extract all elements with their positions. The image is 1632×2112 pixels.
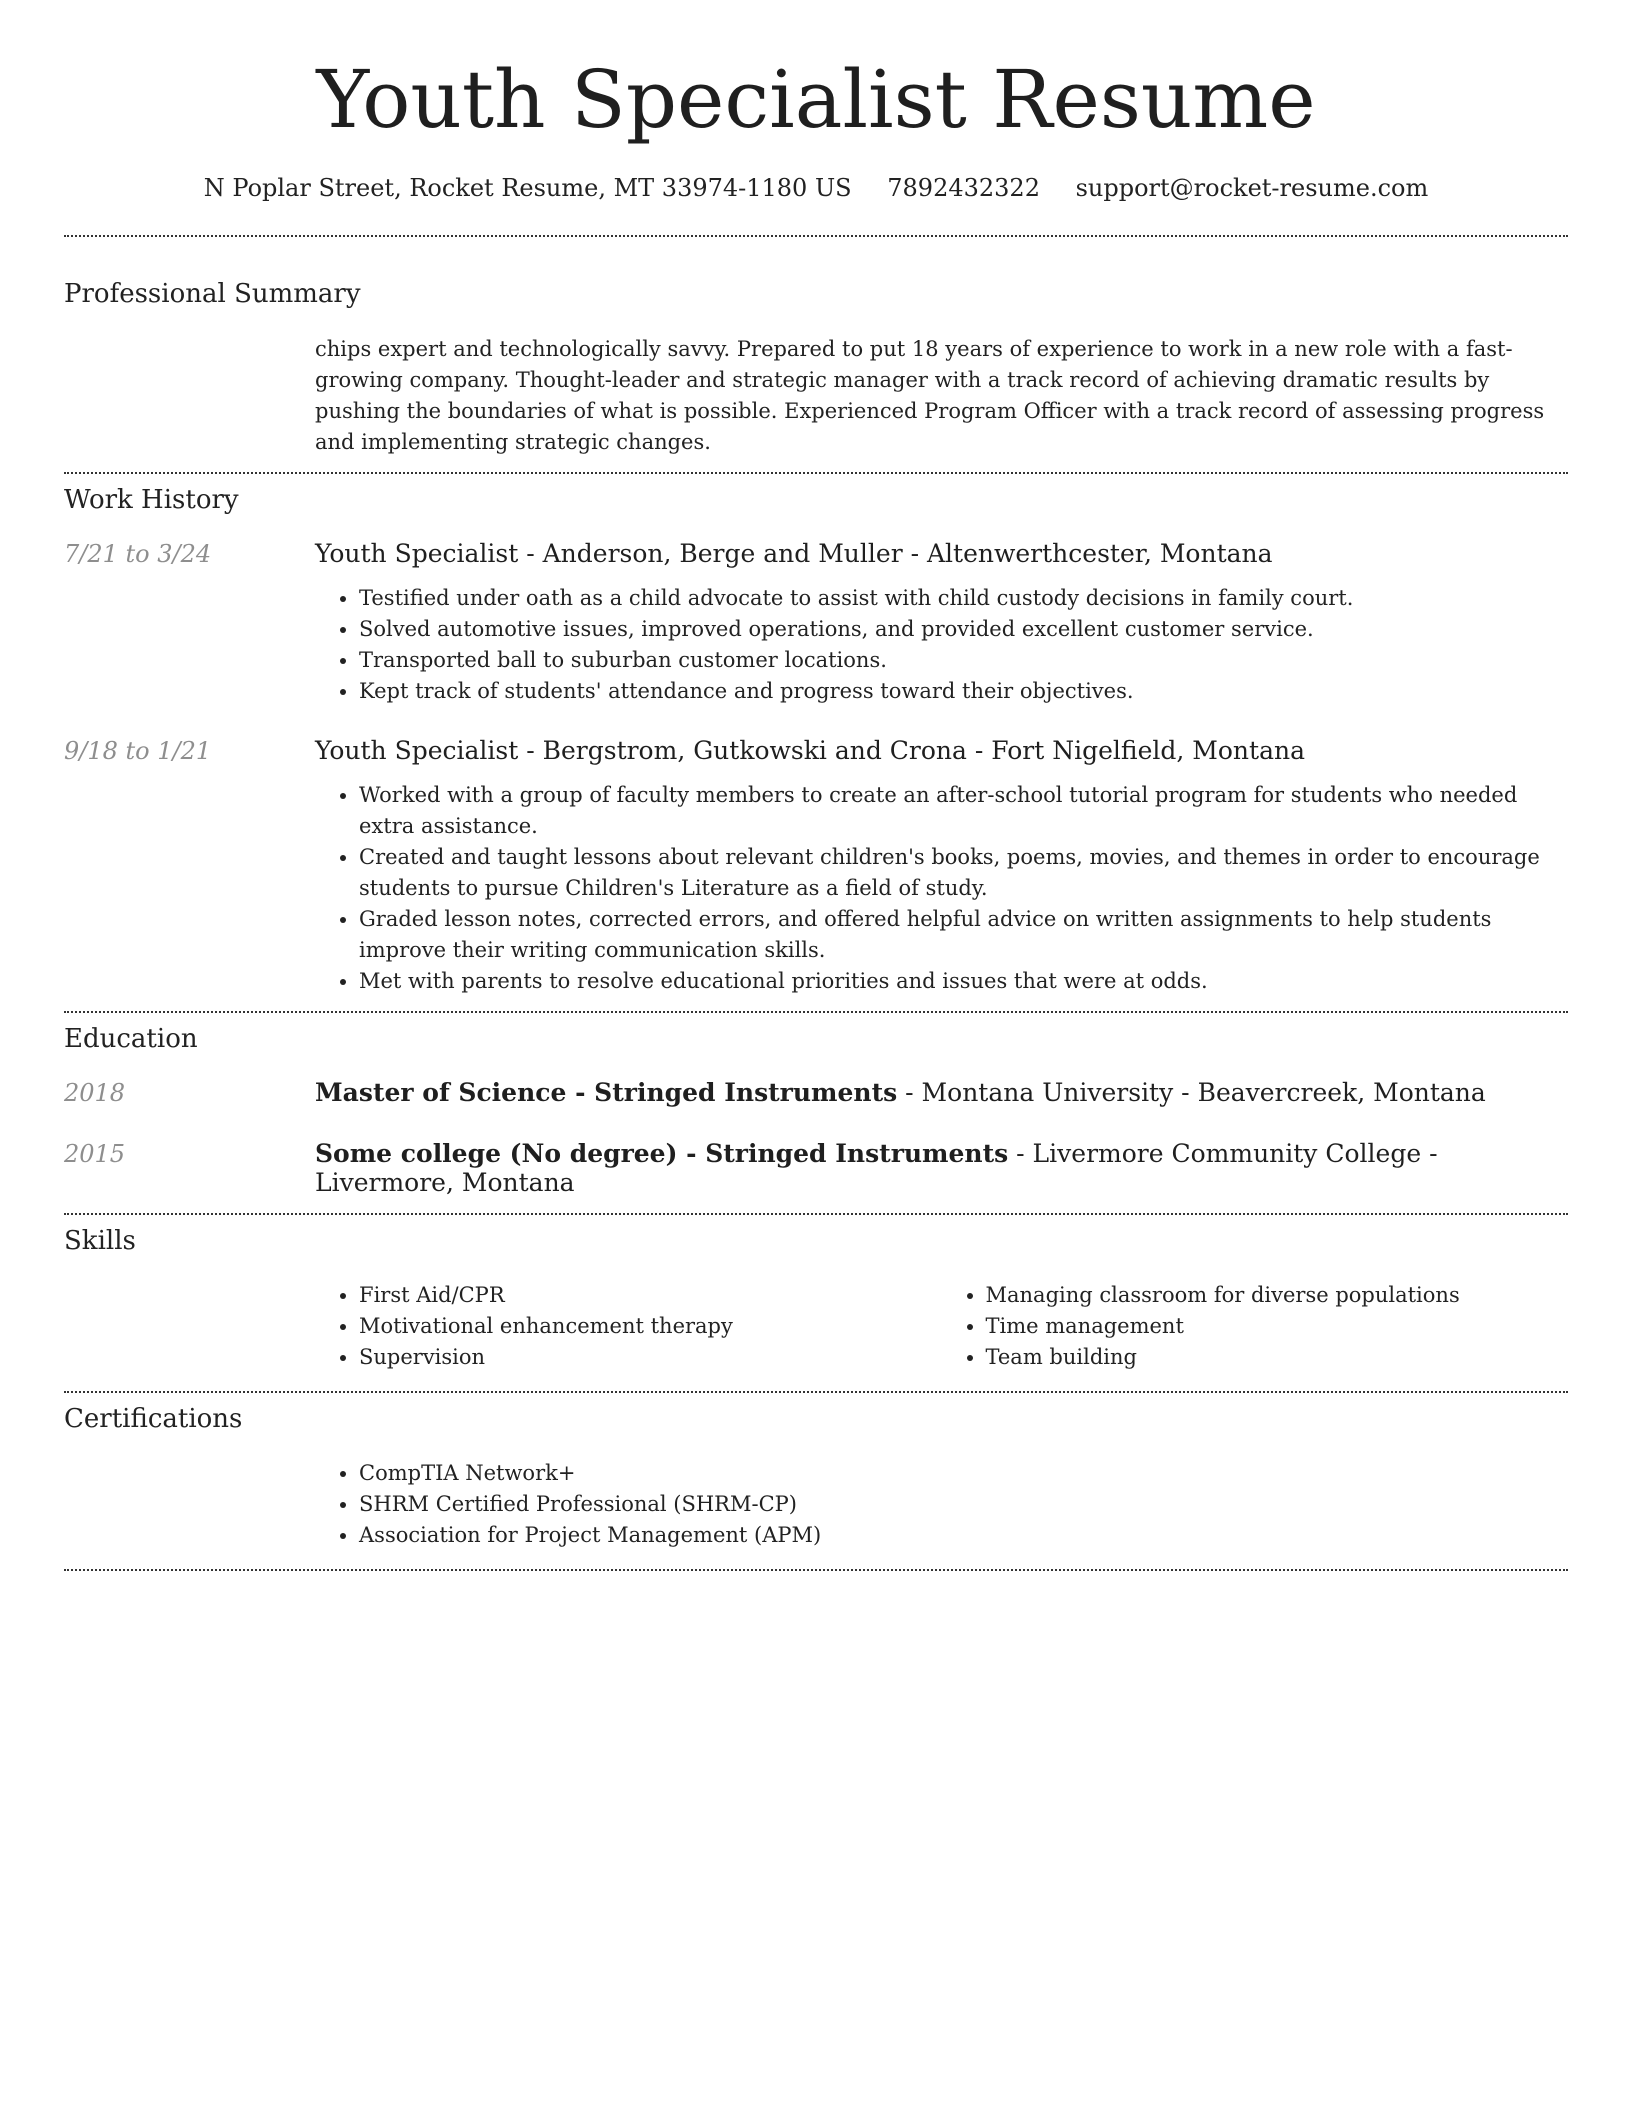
education-detail (315, 1139, 1568, 1197)
skills-list-right (942, 1280, 1569, 1373)
section-title-skills: Skills (64, 1226, 136, 1256)
job-dates: 9/18 to 1/21 (64, 737, 212, 765)
job-bullet: • Testified under oath as a child advocate to assist with child custody decisions in family court. (359, 583, 1568, 614)
job-bullet: • Worked with a group of faculty members to create an after-school tutorial program for students who needed extra assistance. (359, 780, 1568, 842)
divider (64, 1011, 1568, 1013)
education-year: 2015 (64, 1140, 126, 1168)
contact-address: N Poplar Street, Rocket Resume, MT 33974-1180 US (203, 174, 852, 202)
divider (64, 235, 1568, 237)
divider (64, 1391, 1568, 1393)
job-bullet: • Met with parents to resolve educational priorities and issues that were at odds. (359, 966, 1568, 997)
job-title: Youth Specialist - Anderson, Berge and Muller - Altenwerthcester, Montana (315, 539, 1273, 568)
section-title-work-history: Work History (64, 485, 239, 515)
skills-list-left (315, 1280, 942, 1373)
certification-item: • SHRM Certified Professional (SHRM-CP) (359, 1489, 1568, 1520)
job-bullet: • Created and taught lessons about relevant children's books, poems, movies, and themes in order to encourage students to pursue Children's Literature as a field of study. (359, 842, 1568, 904)
education-entry (64, 1078, 1568, 1107)
job-entry (64, 539, 1568, 707)
skill-item: • Supervision (359, 1342, 942, 1373)
job-bullet: • Solved automotive issues, improved operations, and provided excellent customer service. (359, 614, 1568, 645)
education-degree: Master of Science - Stringed Instruments (315, 1078, 898, 1107)
education-year: 2018 (64, 1079, 126, 1107)
job-bullets (315, 780, 1568, 997)
education-entry (64, 1139, 1568, 1197)
education-school: - Montana University - Beavercreek, Montana (897, 1078, 1486, 1107)
job-bullet: • Graded lesson notes, corrected errors, and offered helpful advice on written assignments to help students improve their writing communication skills. (359, 904, 1568, 966)
resume-page (64, 0, 1568, 1571)
skill-item: • Motivational enhancement therapy (359, 1311, 942, 1342)
skills-grid (315, 1280, 1568, 1373)
divider (64, 1213, 1568, 1215)
education-detail (315, 1078, 1486, 1107)
certification-item: • Association for Project Management (APM) (359, 1520, 1568, 1551)
job-bullets (315, 583, 1568, 707)
education-school: - Livermore Community College - Livermore, Montana (315, 1139, 1438, 1197)
certifications-list (315, 1458, 1568, 1551)
summary-text: chips expert and technologically savvy. Prepared to put 18 years of experience to work in a new role with a fast-growing company. Thought-leader and strategic manager with a track record of achieving dramatic results by pushing the boundaries of what is possible. Experienced Program Officer with a track record of assessing progress and implementing strategic changes. (315, 337, 1545, 454)
job-dates: 7/21 to 3/24 (64, 540, 212, 568)
skill-item: • Time management (986, 1311, 1569, 1342)
job-title: Youth Specialist - Bergstrom, Gutkowski and Crona - Fort Nigelfield, Montana (315, 736, 1305, 765)
contact-line (64, 174, 1568, 202)
certification-item: • CompTIA Network+ (359, 1458, 1568, 1489)
job-bullet: • Transported ball to suburban customer locations. (359, 645, 1568, 676)
divider (64, 1569, 1568, 1571)
job-bullet: • Kept track of students' attendance and progress toward their objectives. (359, 676, 1568, 707)
resume-name: Youth Specialist Resume (316, 53, 1316, 146)
section-title-education: Education (64, 1024, 198, 1054)
skill-item: • Team building (986, 1342, 1569, 1373)
section-title-certifications: Certifications (64, 1404, 243, 1434)
skill-item: • Managing classroom for diverse populations (986, 1280, 1569, 1311)
job-entry (64, 736, 1568, 997)
contact-email: support@rocket-resume.com (1075, 174, 1429, 202)
contact-phone: 7892432322 (887, 174, 1040, 202)
skill-item: • First Aid/CPR (359, 1280, 942, 1311)
divider (64, 472, 1568, 474)
education-degree: Some college (No degree) - Stringed Instruments (315, 1139, 1009, 1168)
section-title-summary: Professional Summary (64, 279, 361, 309)
